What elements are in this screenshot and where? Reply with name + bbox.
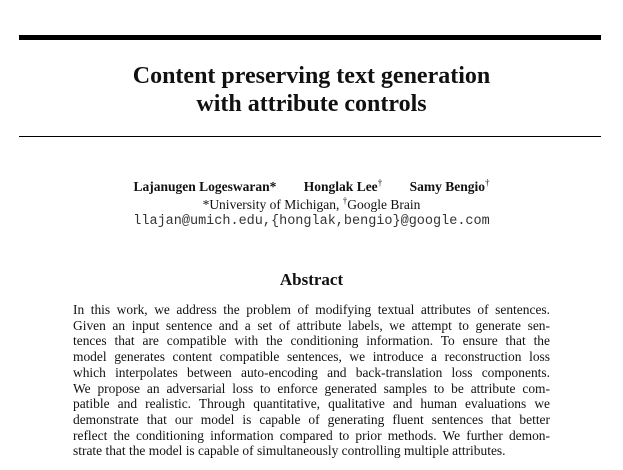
paper-title-line-1: Content preserving text generation <box>132 63 491 89</box>
author-name: Samy Bengio <box>409 179 485 194</box>
author-mark: * <box>269 179 277 194</box>
abstract-line: In this work, we address the problem of modifying textual attributes of sentences. <box>73 302 550 317</box>
author-name: Honglak Lee <box>303 179 378 194</box>
abstract-line: reflect the conditioning information compared to prior methods. We further demon- <box>73 427 550 443</box>
author-logeswaran <box>134 178 277 195</box>
author-bengio <box>410 178 490 195</box>
title-bottom-rule <box>19 136 601 137</box>
author-emails: llajan@umich.edu,{honglak,bengio}@google.com <box>133 214 490 229</box>
affiliations <box>0 196 623 213</box>
abstract-line: Given an input sentence and a set of attribute labels, we attempt to generate sen- <box>73 317 550 333</box>
abstract-line: We propose an adversarial loss to enforce generated samples to be attribute com- <box>73 380 550 396</box>
abstract-heading: Abstract <box>279 270 344 289</box>
affiliation-mark-1: * <box>202 197 210 212</box>
author-mark: † <box>377 177 383 188</box>
author-lee <box>304 178 382 195</box>
abstract-line: which interpolates between auto-encoding and back-translation loss components. <box>73 364 550 380</box>
abstract-line: demonstrate that our model is capable of generating fluent sentences that better <box>73 411 550 427</box>
abstract-line: tences that are compatible with the conditioning information. To ensure that the <box>73 333 550 349</box>
affiliation-mark-2: † <box>342 195 348 206</box>
abstract-body <box>73 302 550 459</box>
title-top-rule <box>19 35 601 40</box>
author-list <box>0 178 623 195</box>
abstract-line: patible and realistic. Through quantitative, qualitative and human evaluations we <box>73 396 550 412</box>
paper-title-line-2: with attribute controls <box>196 91 427 117</box>
affiliation-university: University of Michigan, <box>209 197 343 212</box>
abstract-line: model generates content compatible sentences, we introduce a reconstruction loss <box>73 349 550 365</box>
affiliation-google: Google Brain <box>347 197 421 212</box>
abstract-line: strate that the model is capable of simultaneously controlling multiple attributes. <box>73 443 506 459</box>
paper-title <box>0 62 623 118</box>
author-name: Lajanugen Logeswaran <box>133 179 270 194</box>
author-mark: † <box>484 177 490 188</box>
